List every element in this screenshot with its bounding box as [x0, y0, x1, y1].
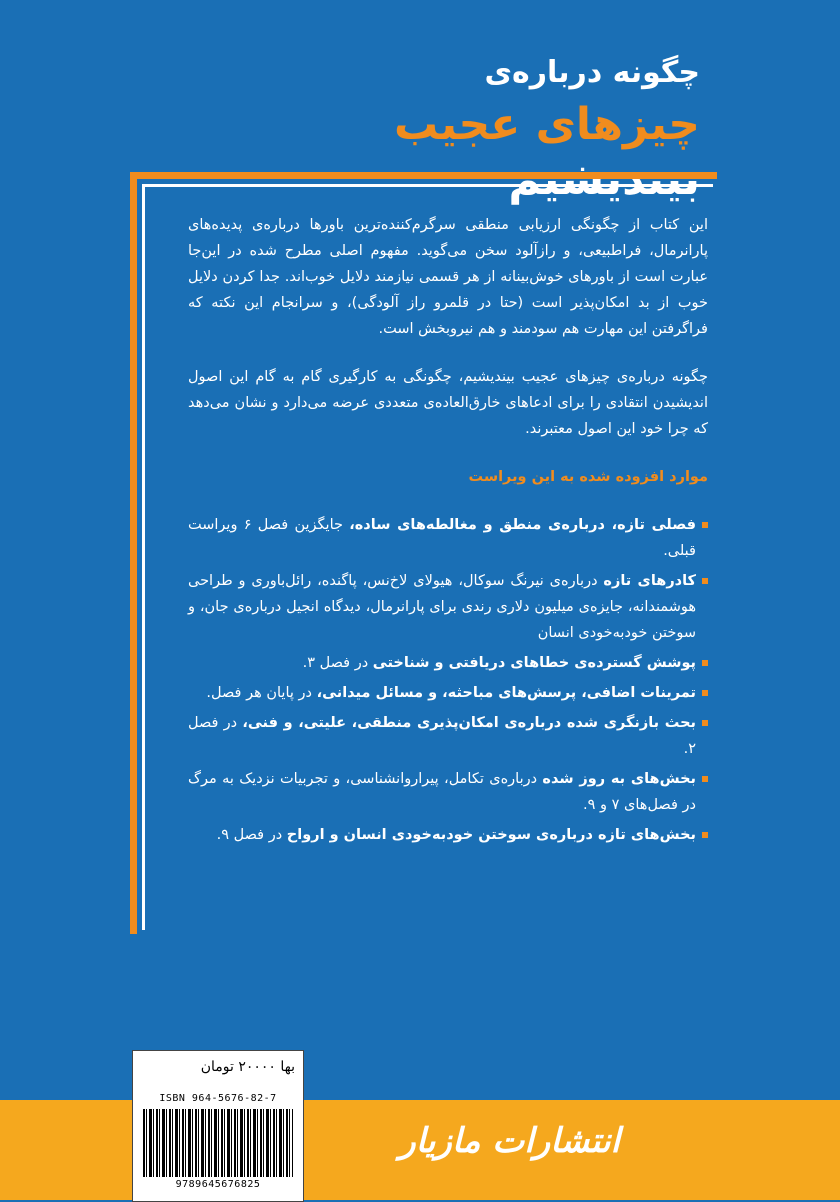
- list-item-text: درباره‌ی تکامل، پیراروانشناسی، و تجربیات نزدیک به مرگ در فصل‌های ۷ و ۹.: [188, 771, 696, 813]
- price-barcode-box: [132, 1050, 304, 1202]
- additions-list: [188, 512, 708, 848]
- list-item-text: در فصل ۲.: [188, 715, 696, 757]
- barcode-digits: 9789645676825: [175, 1179, 261, 1190]
- title-orange-part: چیزهای عجیب: [393, 99, 700, 150]
- title-white-part: بیندیشیم: [508, 154, 700, 205]
- blurb-paragraph-1: این کتاب از چگونگی ارزیابی منطقی سرگرم‌کننده‌ترین باورها درباره‌ی پدیده‌های پارانرمال، فراطبیعی، و رازآلود سخن می‌گوید. مفهوم اصلی مطرح شده در این‌جا عبارت است از باورهای خوش‌بینانه از هر قسمی نیازمند دلایل خوب‌اند. جدا کردن دلایل خوب از بد امکان‌پذیر است (حتا در قلمرو راز آلودگی)، و سرانجام این نکته که فراگرفتن این مهارت هم سودمند و هم نیروبخش است.: [188, 217, 708, 337]
- list-item-bold: بخش‌های به روز شده: [542, 771, 697, 787]
- list-item-bold: بحث بازنگری شده درباره‌ی امکان‌پذیری منطقی، علیتی، و فنی،: [242, 715, 696, 731]
- list-item: [188, 512, 708, 564]
- list-item: [188, 822, 708, 848]
- list-item-text: درباره‌ی نیرنگ سوکال، هیولای لاخ‌نس، پاگنده، رائل‌باوری و طراحی هوشمندانه، جایزه‌ی میلیون دلاری رندی برای پارانرمال، دیدگاه انجیل درباره‌ی جان، و سوختن خودبه‌خودی انسان: [188, 573, 696, 641]
- blurb: [188, 212, 708, 852]
- list-item-bold: کادرهای تازه: [603, 573, 696, 589]
- list-item: [188, 766, 708, 818]
- price-label: بها ۲۰۰۰۰ تومان: [200, 1059, 295, 1075]
- list-item-bold: پوشش گسترده‌ی خطاهای دریافتی و شناختی: [372, 655, 696, 671]
- list-item-text: در پایان هر فصل.: [206, 685, 317, 701]
- list-item-bold: بخش‌های تازه درباره‌ی سوختن خودبه‌خودی انسان و ارواح: [286, 827, 696, 843]
- list-item: [188, 680, 708, 706]
- list-item: [188, 710, 708, 762]
- publisher-logo: انتشارات مازیار: [399, 1121, 620, 1161]
- barcode-icon: [143, 1109, 293, 1177]
- additions-heading: موارد افزوده شده به این ویراست: [468, 469, 708, 485]
- list-item: [188, 568, 708, 646]
- isbn-label: ISBN 964-5676-82-7: [159, 1093, 277, 1104]
- list-item-text: در فصل ۳.: [302, 655, 373, 671]
- list-item-bold: فصلی تازه، درباره‌ی منطق و مغالطه‌های ساده،: [349, 517, 696, 533]
- list-item-text: جایگزین فصل ۶ ویراست قبلی.: [188, 517, 696, 559]
- list-item-bold: تمرینات اضافی، پرسش‌های مباحثه، و مسائل میدانی،: [316, 685, 696, 701]
- list-item: [188, 650, 708, 676]
- title-line-1: چگونه درباره‌ی: [484, 55, 700, 90]
- list-item-text: در فصل ۹.: [216, 827, 287, 843]
- blurb-paragraph-2: چگونه درباره‌ی چیزهای عجیب بیندیشیم، چگونگی به کارگیری گام به گام این اصول اندیشیدن انتقادی را برای ادعاهای خارق‌العاده‌ی متعددی عرضه می‌دارد و نشان می‌دهد که چرا خود این اصول معتبرند.: [188, 369, 708, 437]
